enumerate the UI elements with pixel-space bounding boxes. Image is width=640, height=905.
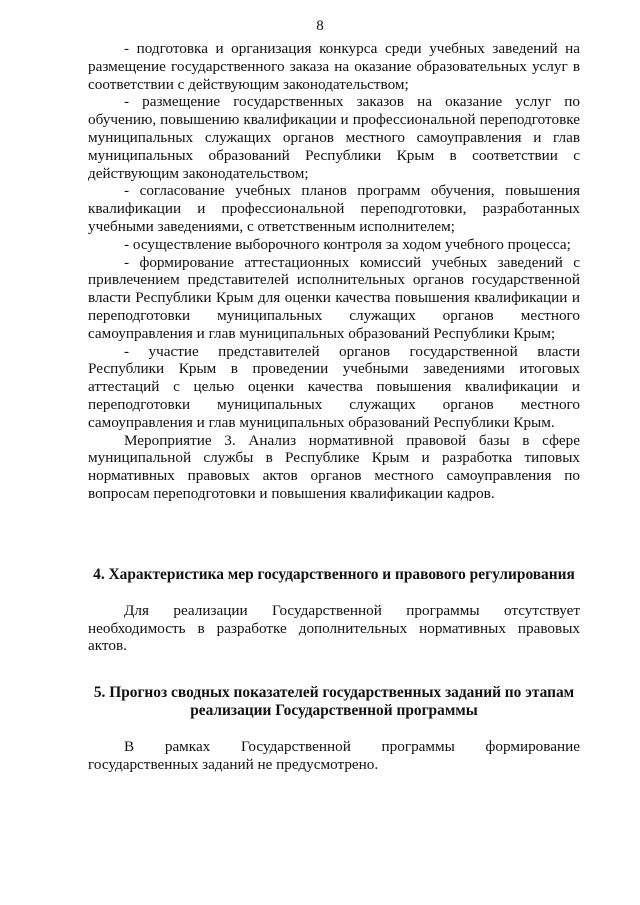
bullet-item: - осуществление выборочного контроля за ходом учебного процесса; (124, 235, 571, 253)
section-5-heading: 5. Прогноз сводных показателей государственных заданий по этапам реализации Государственной программы (93, 684, 575, 720)
document-body (88, 40, 580, 774)
bullet-item: - подготовка и организация конкурса среди учебных заведений на размещение государственного заказа на оказание образовательных услуг в соответствии с действующим законодательством; (88, 40, 580, 93)
section-4-text: Для реализации Государственной программы отсутствует необходимость в разработке дополнительных нормативных правовых актов. (88, 601, 580, 655)
bullet-item: - формирование аттестационных комиссий учебных заведений с привлечением представителей исполнительных органов государственной власти Республики Крым для оценки качества повышения квалификации и переподготовки муниципальных служащих органов местного самоуправления и глав муниципальных образований Республики Крым; (88, 253, 580, 342)
section-5-text: В рамках Государственной программы формирование государственных заданий не предусмотрено. (88, 738, 580, 773)
measure-3-paragraph: Мероприятие 3. Анализ нормативной правовой базы в сфере муниципальной службы в Республике Крым и разработка типовых нормативных правовых актов органов местного самоуправления по вопросам переподготовки и повышения квалификации кадров. (88, 431, 580, 502)
bullet-item: - размещение государственных заказов на оказание услуг по обучению, повышению квалификации и профессиональной переподготовке муниципальных служащих органов местного самоуправления и глав муниципальных образований Республики Крым в соответствии с действующим законодательством; (88, 93, 580, 182)
bullet-item: - согласование учебных планов программ обучения, повышения квалификации и профессиональной переподготовки, разработанных учебными заведениями, с ответственным исполнителем; (88, 182, 580, 235)
page-number: 8 (316, 18, 324, 34)
bullet-item: - участие представителей органов государственной власти Республики Крым в проведении учебными заведениями итоговых аттестаций с целью оценки качества повышения квалификации и переподготовки муниципальных служащих органов местного самоуправления и глав муниципальных образований Республики Крым. (88, 342, 580, 431)
section-4-heading: 4. Характеристика мер государственного и правового регулирования (93, 565, 575, 583)
